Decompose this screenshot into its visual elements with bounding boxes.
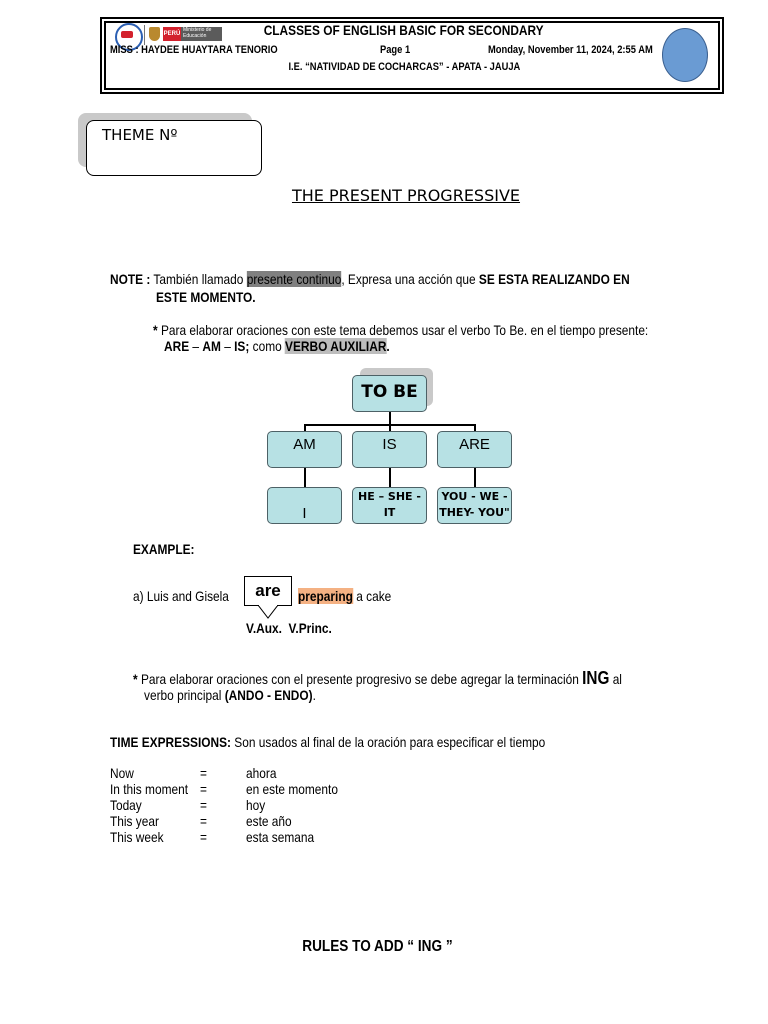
note-line-1: NOTE : También llamado presente continuo, Expresa una acción que SE ESTA REALIZANDO EN bbox=[110, 271, 630, 287]
diagram-connector-i bbox=[304, 467, 306, 487]
rules-title: RULES TO ADD “ ING ” bbox=[301, 938, 453, 955]
peru-logo: PERÚ bbox=[163, 27, 181, 41]
note-label: NOTE : bbox=[110, 271, 151, 287]
example-label: EXAMPLE: bbox=[133, 541, 195, 557]
teacher-name: MISS : HAYDEE HUAYTARA TENORIO bbox=[110, 44, 278, 56]
diagram-node-to-be: TO BE bbox=[352, 375, 427, 412]
callout-are: are bbox=[244, 576, 292, 606]
example-sentence-prefix: a) Luis and Gisela bbox=[133, 588, 229, 604]
diagram-node-you-we-they: YOU - WE - THEY- YOU" bbox=[437, 487, 512, 524]
diagram-connector-root bbox=[389, 411, 391, 425]
diagram-node-are: ARE bbox=[437, 431, 512, 468]
ing-note-line-2: verbo principal (ANDO - ENDO). bbox=[144, 687, 316, 703]
diagram-node-he-she-it: HE – SHE - IT bbox=[352, 487, 427, 524]
theme-label: THEME Nº bbox=[102, 126, 178, 144]
diagram-node-i: I bbox=[267, 487, 342, 524]
diagram-connector-you bbox=[474, 467, 476, 487]
header-title: CLASSES OF ENGLISH BASIC FOR SECONDARY bbox=[264, 22, 544, 38]
school-name: I.E. “NATIVIDAD DE COCHARCAS” - APATA - JAUJA bbox=[288, 61, 520, 73]
highlight-verbo-auxiliar: VERBO AUXILIAR bbox=[285, 338, 387, 354]
note-line-2: ESTE MOMENTO. bbox=[156, 289, 256, 305]
diagram-node-is: IS bbox=[352, 431, 427, 468]
aux-line-2: ARE – AM – IS; como VERBO AUXILIAR. bbox=[164, 338, 390, 354]
diagram-node-am: AM bbox=[267, 431, 342, 468]
time-expressions-heading: TIME EXPRESSIONS: Son usados al final de la oración para especificar el tiempo bbox=[110, 734, 546, 750]
diagram-connector-he bbox=[389, 467, 391, 487]
header-date: Monday, November 11, 2024, 2:55 AM bbox=[488, 44, 653, 56]
example-labels: V.Aux. V.Princ. bbox=[246, 620, 332, 636]
example-sentence-rest: preparing a cake bbox=[298, 588, 392, 604]
page-title: THE PRESENT PROGRESSIVE bbox=[291, 186, 521, 205]
aux-line-1: * Para elaborar oraciones con este tema debemos usar el verbo To Be. en el tiempo presente: bbox=[153, 322, 649, 338]
callout-pointer bbox=[258, 605, 278, 619]
highlight-preparing: preparing bbox=[298, 588, 353, 604]
page-number: Page 1 bbox=[380, 44, 411, 56]
ing-note-line-1: * Para elaborar oraciones con el presente progresivo se debe agregar la terminación ING al bbox=[133, 668, 622, 688]
ministry-logo: Ministerio de Educación bbox=[181, 27, 222, 41]
highlight-presente-continuo: presente continuo bbox=[246, 271, 342, 287]
header-circle-shape bbox=[662, 28, 708, 82]
